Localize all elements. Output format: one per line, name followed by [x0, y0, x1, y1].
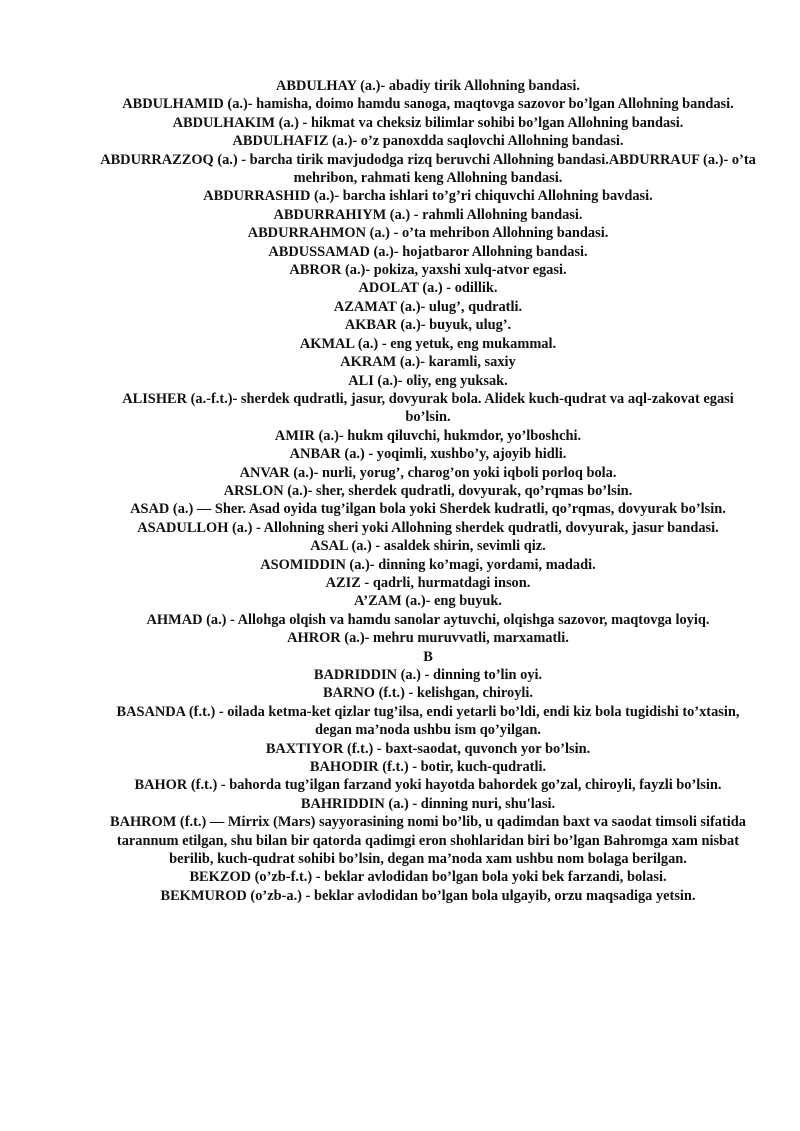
name-entry: AZAMAT (a.)- ulug’, qudratli.: [333, 298, 523, 315]
name-entry: ANBAR (a.) - yoqimli, xushbo’y, ajoyib hidli.: [289, 446, 567, 463]
name-entry: AMIR (a.)- hukm qiluvchi, hukmdor, yo’lboshchi.: [274, 427, 582, 444]
name-entry: AHMAD (a.) - Allohga olqish va hamdu sanolar aytuvchi, olqishga sazovor, maqtovga loyiq.: [146, 611, 710, 628]
name-entry: ABDUSSAMAD (a.)- hojatbaror Allohning bandasi.: [268, 243, 588, 260]
name-entry: ABDULHAKIM (a.) - hikmat va cheksiz bilimlar sohibi bo’lgan Allohning bandasi.: [172, 114, 684, 131]
name-entry: ADOLAT (a.) - odillik.: [358, 280, 498, 297]
name-entry: ABDURRAHMON (a.) - o’ta mehribon Allohning bandasi.: [247, 225, 609, 242]
name-entry: AKRAM (a.)- karamli, saxiy: [340, 354, 516, 371]
name-entry: ASOMIDDIN (a.)- dinning ko’magi, yordami, madadi.: [260, 556, 596, 573]
name-entry: AKMAL (a.) - eng yetuk, eng mukammal.: [299, 335, 557, 352]
name-entry: ABROR (a.)- pokiza, yaxshi xulq-atvor egasi.: [289, 262, 567, 279]
name-entry: ABDURRAZZOQ (a.) - barcha tirik mavjudodga rizq beruvchi Allohning bandasi.ABDURRAUF (a.)- o’ta mehribon, rahmati keng Allohning bandasi.: [100, 151, 756, 187]
name-entry: ARSLON (a.)- sher, sherdek qudratli, dovyurak, qo’rqmas bo’lsin.: [223, 482, 633, 499]
name-entry: ASAL (a.) - asaldek shirin, sevimli qiz.: [310, 538, 546, 555]
section-heading-b: B: [423, 648, 433, 665]
name-entry: BADRIDDIN (a.) - dinning to’lin oyi.: [313, 667, 543, 683]
name-entry: ALI (a.)- oliy, eng yuksak.: [348, 372, 508, 389]
name-entry: BEKMUROD (o’zb-a.) - beklar avlodidan bo’lgan bola ulgayib, orzu maqsadiga yetsin.: [160, 887, 696, 904]
name-entry: ASADULLOH (a.) - Allohning sheri yoki Allohning sherdek qudratli, dovyurak, jasur bandasi.: [137, 519, 719, 536]
name-entry: BAXTIYOR (f.t.) - baxt-saodat, quvonch yor bo’lsin.: [265, 740, 591, 757]
name-entry: BAHODIR (f.t.) - botir, kuch-qudratli.: [309, 759, 547, 776]
name-entry: AKBAR (a.)- buyuk, ulug’.: [344, 317, 512, 334]
name-entry: AZIZ - qadrli, hurmatdagi inson.: [325, 574, 531, 591]
names-list-b: [100, 666, 756, 905]
name-entry: ALISHER (a.-f.t.)- sherdek qudratli, jasur, dovyurak bola. Alidek kuch-qudrat va aql-zakovat egasi bo’lsin.: [122, 390, 734, 426]
name-entry: BAHOR (f.t.) - bahorda tug’ilgan farzand yoki hayotda bahordek go’zal, chiroyli, fayzli bo’lsin. BAHRIDDIN (a.) - dinning nuri, shu'lasi.: [134, 777, 722, 812]
name-entry: ABDURRAHIYM (a.) - rahmli Allohning bandasi.: [273, 206, 583, 223]
name-entry: A’ZAM (a.)- eng buyuk.: [353, 593, 503, 610]
document-body: [100, 77, 756, 905]
name-entry: AHROR (a.)- mehru muruvvatli, marxamatli.: [287, 630, 569, 647]
name-entry: ABDULHAY (a.)- abadiy tirik Allohning bandasi.: [275, 78, 580, 94]
name-entry: BASANDA (f.t.) - oilada ketma-ket qizlar tug’ilsa, endi yetarli bo’ldi, endi kiz bola tugidishi to’xtasin, degan ma’noda ushbu ism qo’yilgan.: [116, 703, 740, 739]
name-entry: ABDURRASHID (a.)- barcha ishlari to’g’ri chiquvchi Allohning bavdasi.: [203, 188, 653, 205]
names-list-a: [100, 77, 756, 648]
name-entry: ASAD (a.) — Sher. Asad oyida tug’ilgan bola yoki Sherdek kudratli, qo’rqmas, dovyurak bo’lsin.: [130, 501, 726, 518]
name-entry: ANVAR (a.)- nurli, yorug’, charog’on yoki iqboli porloq bola.: [239, 464, 617, 481]
name-entry: BEKZOD (o’zb-f.t.) - beklar avlodidan bo’lgan bola yoki bek farzandi, bolasi.: [189, 869, 667, 886]
name-entry: ABDULHAMID (a.)- hamisha, doimo hamdu sanoga, maqtovga sazovor bo’lgan Allohning bandasi.: [122, 96, 734, 113]
name-entry: BARNO (f.t.) - kelishgan, chiroyli.: [323, 685, 533, 702]
name-entry: ABDULHAFIZ (a.)- o’z panoxdda saqlovchi Allohning bandasi.: [232, 133, 624, 150]
name-entry: BAHROM (f.t.) — Mirrix (Mars) sayyorasining nomi bo’lib, u qadimdan baxt va saodat timsoli sifatida tarannum etilgan, shu bilan bir qatorda qadimgi eron shohlaridan biri bo’lgan Bahromga xam nisbat berilib, kuch-qudrat sohibi bo’lsin, degan ma’noda xam ushbu nom bolaga berilgan.: [109, 814, 746, 868]
